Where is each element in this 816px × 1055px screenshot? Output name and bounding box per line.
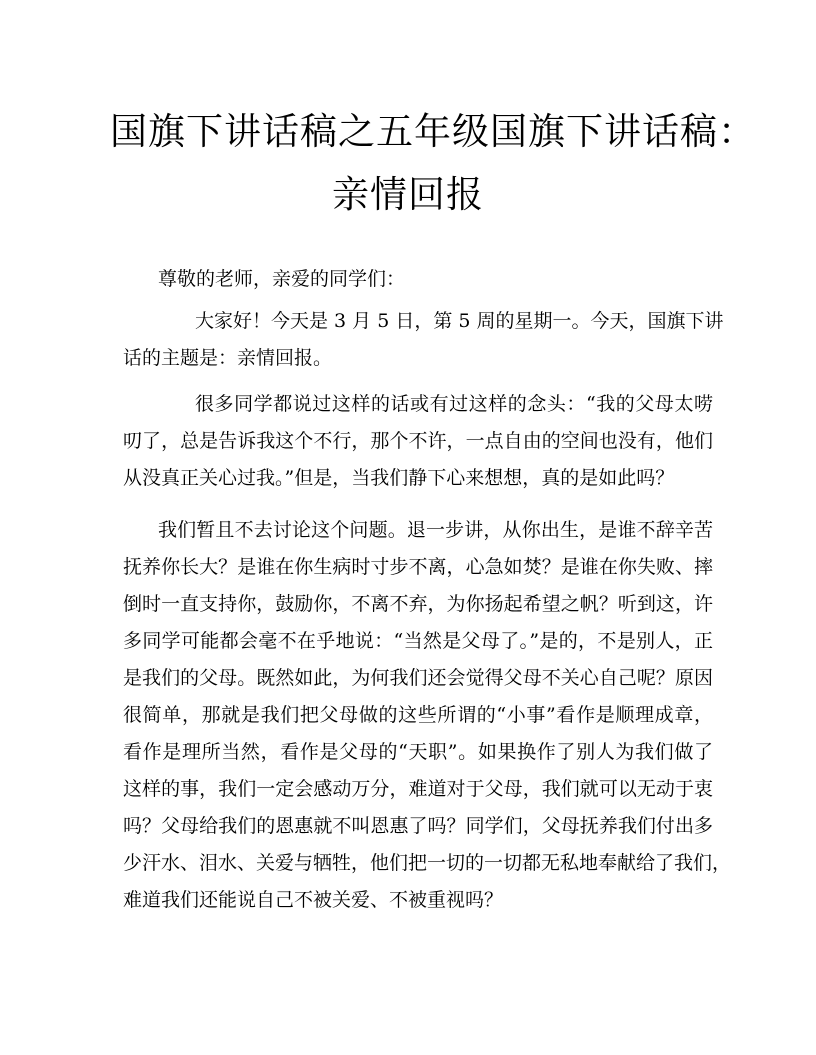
salutation-block <box>123 261 713 298</box>
document-title-line-1: 国旗下讲话稿之五年级国旗下讲话稿： <box>110 110 756 153</box>
document-title-line-2: 亲情回报 <box>332 173 484 216</box>
paragraph-line: 话的主题是：亲情回报。 <box>123 347 333 369</box>
paragraph-line: 倒时一直支持你，鼓励你，不离不弃，为你扬起希望之帆？听到这，许 <box>123 593 713 615</box>
paragraph-line: 抚养你长大？是谁在你生病时寸步不离，心急如焚？是谁在你失败、摔 <box>123 556 713 578</box>
paragraph-line: 我们暂且不去讨论这个问题。退一步讲，从你出生，是谁不辞辛苦 <box>158 519 713 541</box>
paragraph-line: 少汗水、泪水、关爱与牺牲，他们把一切的一切都无私地奉献给了我们， <box>123 852 732 874</box>
paragraph-line: 很多同学都说过这样的话或有过这样的念头：“我的父母太唠 <box>195 393 713 415</box>
paragraph-line: 难道我们还能说自己不被关爱、不被重视吗？ <box>123 889 504 911</box>
paragraph-line: 叨了，总是告诉我这个不行，那个不许，一点自由的空间也没有，他们 <box>123 430 713 452</box>
paragraph-1 <box>123 303 724 377</box>
paragraph-line: 看作是理所当然，看作是父母的“天职”。如果换作了别人为我们做了 <box>123 741 713 763</box>
paragraph-3 <box>123 512 732 919</box>
paragraph-line: 是我们的父母。既然如此，为何我们还会觉得父母不关心自己呢？原因 <box>123 667 713 689</box>
paragraph-line: 很简单，那就是我们把父母做的这些所谓的“小事”看作是顺理成章， <box>123 704 713 726</box>
paragraph-line: 吗？父母给我们的恩惠就不叫恩惠了吗？同学们，父母抚养我们付出多 <box>123 815 713 837</box>
paragraph-line: 这样的事，我们一定会感动万分，难道对于父母，我们就可以无动于衷 <box>123 778 713 800</box>
paragraph-line: 多同学可能都会毫不在乎地说：“当然是父母了。”是的，不是别人，正 <box>123 630 713 652</box>
paragraph-2 <box>123 386 713 497</box>
paragraph-line: 从没真正关心过我。”但是，当我们静下心来想想，真的是如此吗？ <box>123 467 675 489</box>
salutation: 尊敬的老师，亲爱的同学们： <box>158 268 406 290</box>
paragraph-line: 大家好！今天是 3 月 5 日，第 5 周的星期一。今天，国旗下讲 <box>195 310 724 332</box>
